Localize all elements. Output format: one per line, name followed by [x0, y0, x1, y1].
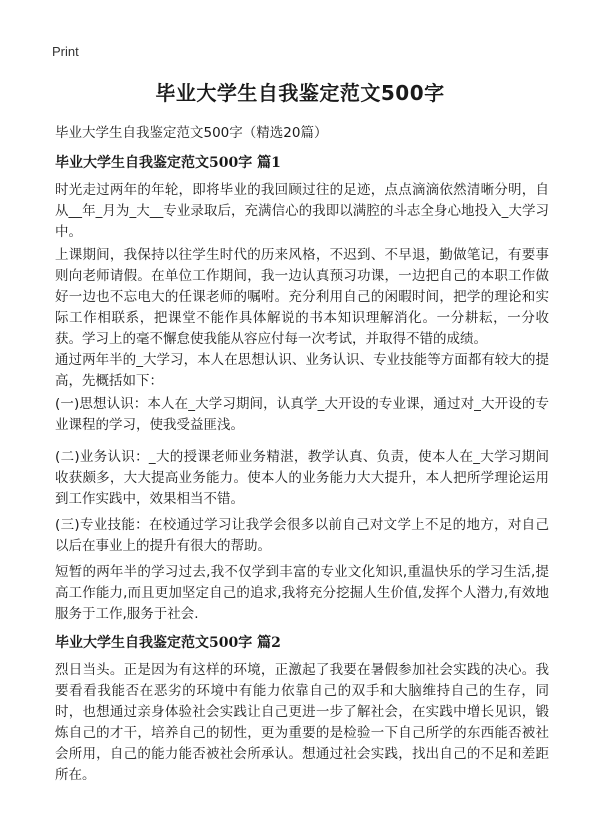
document-subtitle: 毕业大学生自我鉴定范文500字（精选20篇）	[55, 125, 328, 141]
paragraph: (二)业务认识：_大的授课老师业务精湛，教学认真、负责，使本人在_大学习期间收获颇多，大大提高业务能力。使本人的业务能力大大提升，本人把所学理论运用到工作实践中，效果相当不错。	[55, 449, 549, 507]
paragraph: 通过两年半的_大学习，本人在思想认识、业务认识、专业技能等方面都有较大的提高，先概括如下：	[55, 352, 549, 389]
paragraph: 时光走过两年的年轮，即将毕业的我回顾过往的足迹，点点滴滴依然清晰分明，自从__年_月为_大__专业录取后，充满信心的我即以满腔的斗志全身心地投入_大学习中。	[55, 182, 549, 240]
section-heading-2: 毕业大学生自我鉴定范文500字 篇2	[55, 635, 281, 651]
paragraph: (一)思想认识：本人在_大学习期间，认真学_大开设的专业课，通过对_大开设的专业课程的学习，使我受益匪浅。	[55, 396, 549, 433]
document-title: 毕业大学生自我鉴定范文500字	[155, 81, 445, 105]
print-link[interactable]: Print	[52, 44, 79, 59]
paragraph: 烈日当头。正是因为有这样的环境，正激起了我要在暑假参加社会实践的决心。我要看看我能否在恶劣的环境中有能力依靠自己的双手和大脑维持自己的生存，同时，也想通过亲身体验社会实践让自己更进一步了解社会，在实践中增长见识，锻炼自己的才干，培养自己的韧性，更为重要的是检验一下自己所学的东西能否被社会所用，自己的能力能否被社会所承认。想通过社会实践，找出自己的不足和差距所在。	[55, 662, 549, 783]
paragraph: (三)专业技能：在校通过学习让我学会很多以前自己对文学上不足的地方，对自己以后在事业上的提升有很大的帮助。	[55, 517, 549, 554]
section-heading-1: 毕业大学生自我鉴定范文500字 篇1	[55, 155, 281, 171]
paragraph: 短暂的两年半的学习过去,我不仅学到丰富的专业文化知识,重温快乐的学习生活,提高工作能力,而且更加坚定自己的追求,我将充分挖掘人生价值,发挥个人潜力,有效地服务于工作,服务于社会.	[55, 564, 549, 622]
paragraph: 上课期间，我保持以往学生时代的历来风格，不迟到、不早退，勤做笔记，有要事则向老师请假。在单位工作期间，我一边认真预习功课，一边把自己的本职工作做好一边也不忘电大的任课老师的嘱咐。充分利用自己的闲暇时间，把学的理论和实际工作相联系，把课堂不能作具体解说的书本知识理解消化。一分耕耘，一分收获。学习上的毫不懈怠使我能从容应付每一次考试，并取得不错的成绩。	[55, 247, 549, 347]
